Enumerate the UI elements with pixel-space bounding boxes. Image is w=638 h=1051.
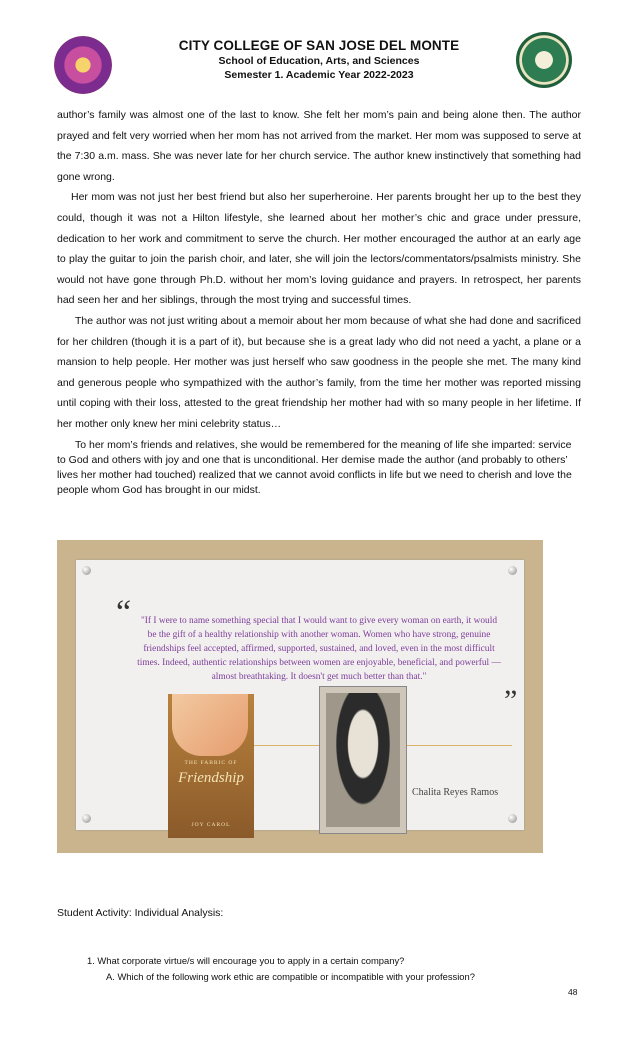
body-text: [57, 105, 581, 498]
quote-board-photo: [57, 540, 543, 853]
question-1a: A. Which of the following work ethic are compatible or incompatible with your profession?: [106, 971, 475, 982]
page-number: 48: [568, 987, 578, 997]
portrait-photo: [319, 686, 407, 834]
activity-heading: Student Activity: Individual Analysis:: [57, 907, 224, 919]
paragraph-2: Her mom was not just her best friend but also her superheroine. Her parents brought her up to the best they could, though it was not a Hilton lifestyle, she learned about her mother’s chic and grace under pressure, dedication to her work and commitment to serve the church. Her mother encouraged the author at an early age to play the guitar to join the parish choir, and later, she will join the lectors/commentators/psalmists ministry. She would not have gone through Ph.D. without her mom’s loving guidance and prayers. In retrospect, her parents had seen her and her siblings, through the most trying and successful times.: [57, 191, 581, 307]
pin-icon: [82, 566, 91, 575]
book-author: JOY CAROL: [191, 822, 231, 828]
semester-line: Semester 1. Academic Year 2022-2023: [224, 69, 414, 81]
book-cover-photo: [172, 694, 248, 756]
pin-icon: [508, 566, 517, 575]
close-quote-mark: ”: [504, 684, 518, 717]
pin-icon: [508, 814, 517, 823]
school-name: School of Education, Arts, and Sciences: [218, 55, 420, 67]
portrait-image: [326, 693, 400, 827]
question-1: 1. What corporate virtue/s will encourage you to apply in a certain company?: [87, 955, 405, 966]
friendship-quote: "If I were to name something special that I would want to give every woman on earth, it would be the gift of a healthy relationship with another woman. Women who have strong, genuine friendships feel accepted, affirmed, supported, sustained, and loved, even in the most difficult times. Indeed, authentic relationships between women are enjoyable, beneficial, and powerful — almost breathtaking. It doesn't get much better than that.": [137, 616, 501, 683]
book-title: Friendship: [178, 770, 244, 786]
city-seal-logo: [516, 32, 572, 88]
portrait-caption: Chalita Reyes Ramos: [412, 787, 499, 798]
paragraph-4: To her mom’s friends and relatives, she would be remembered for the meaning of life she imparted: service to God and others with joy and one that is unconditional. Her demise made the author (and probably to others’ lives her mother had touched) realized that we cannot avoid conflicts in life but we need to cherish and love the people whom God has brought in our midst.: [57, 438, 572, 497]
college-name: CITY COLLEGE OF SAN JOSE DEL MONTE: [178, 38, 460, 53]
paragraph-1: author’s family was almost one of the last to know. She felt her mom’s pain and being alone then. The author prayed and felt very worried when her mom has not arrived from the market. Her mom was supposed to serve at the 7:30 a.m. mass. She was never late for her church service. The author knew instinctively that something had gone wrong.: [57, 109, 581, 183]
book-cover: [168, 694, 254, 838]
paragraph-3: The author was not just writing about a memoir about her mom because of what she had done and sacrificed for her children (though it is a part of it), but because she is a great lady who did not need a yacht, a plane or a mansion to help people. Her mother was just herself who saw goodness in the people she met. The many kind and generous people who sympathized with the author’s family, from the time her mother was reported missing until coping with their loss, attested to the great friendship her mother had with so many people in her lifetime. If her mother only knew her mini celebrity status…: [57, 314, 581, 430]
quote-board: [76, 560, 524, 830]
book-subtitle: THE FABRIC OF: [184, 760, 238, 766]
open-quote-mark: “: [116, 594, 132, 631]
pin-icon: [82, 814, 91, 823]
